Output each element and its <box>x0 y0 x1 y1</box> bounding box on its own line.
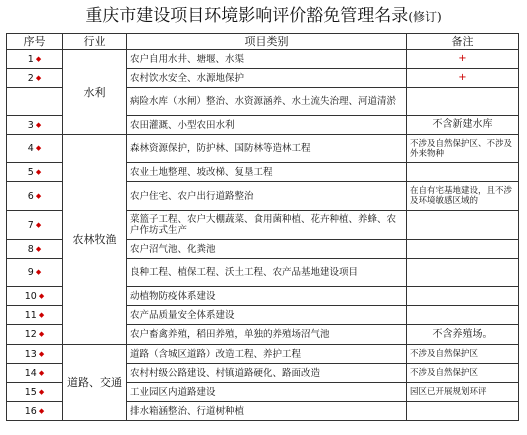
note-cell: 不含养殖场。 <box>407 325 519 345</box>
row-marker-icon: ◆ <box>35 268 42 276</box>
row-number: 3 ◆ <box>7 116 63 135</box>
row-marker-icon: ◆ <box>35 191 42 200</box>
industry-road: 道路、交通 <box>63 345 127 421</box>
exemption-table <box>6 33 519 421</box>
category-cell: 农村饮水安全、水源地保护 <box>127 69 407 88</box>
category-cell: 良种工程、植保工程、沃土工程、农产品基地建设项目 <box>127 259 407 287</box>
category-cell: 菜篮子工程、农户大棚蔬菜、食用菌种植、花卉种植、养蜂、农户作坊式生产 <box>127 211 407 240</box>
header-no: 序号 <box>7 34 63 50</box>
row-marker-icon: ◆ <box>38 349 45 358</box>
row-marker-icon: ◆ <box>38 291 45 300</box>
row-number: 1 ◆ <box>7 50 63 69</box>
row-number: 12 ◆ <box>7 325 63 345</box>
category-cell: 农户自用水井、塘堰、水渠 <box>127 50 407 69</box>
category-cell: 道路（含城区道路）改造工程、养护工程 <box>127 345 407 364</box>
row-number: 2 ◆ <box>7 69 63 88</box>
note-cell: 不涉及自然保护区 <box>407 345 519 364</box>
row-number: 7 ◆ <box>7 211 63 240</box>
row-marker-icon: ◆ <box>38 330 45 338</box>
category-cell: 农产品质量安全体系建设 <box>127 306 407 325</box>
title-main: 重庆市建设项目环境影响评价豁免管理名录 <box>85 6 409 26</box>
row-number: 15 ◆ <box>7 383 63 402</box>
note-cell: 园区已开展规划环评 <box>407 383 519 402</box>
row-number: 9 ◆ <box>7 259 63 287</box>
header-note: 备注 <box>407 34 519 50</box>
row-marker-icon: ◆ <box>35 120 42 129</box>
row-marker-icon: ◆ <box>38 387 45 396</box>
note-cell <box>407 259 519 287</box>
category-cell: 病险水库（水闸）整治、水资源涵养、水土流失治理、河道清淤 <box>127 88 407 116</box>
note-cell: 不涉及自然保护区 <box>407 364 519 383</box>
category-cell: 排水箱涵整治、行道树种植 <box>127 402 407 421</box>
row-marker-icon: ◆ <box>38 368 45 377</box>
note-cell: 不含新建水库 <box>407 116 519 135</box>
industry-water: 水利 <box>63 50 127 135</box>
row-number: 4 ◆ <box>7 135 63 163</box>
note-cell: + <box>407 50 519 69</box>
row-marker-icon: ◆ <box>38 310 45 319</box>
note-cell <box>407 163 519 182</box>
category-cell: 农业土地整理、坡改梯、复垦工程 <box>127 163 407 182</box>
row-number: 8 ◆ <box>7 240 63 259</box>
header-category: 项目类别 <box>127 34 407 50</box>
row-marker-icon: ◆ <box>35 220 42 229</box>
document-title <box>0 3 527 29</box>
row-marker-icon: ◆ <box>38 406 45 415</box>
title-suffix: (修订) <box>408 10 442 24</box>
note-cell <box>407 211 519 240</box>
row-number: 16 ◆ <box>7 402 63 421</box>
note-cell <box>407 306 519 325</box>
table-row <box>7 50 519 69</box>
note-cell <box>407 88 519 116</box>
note-cell <box>407 402 519 421</box>
category-cell: 农户畜禽养殖，稻田养殖，单独的养殖场沼气池 <box>127 325 407 345</box>
category-cell: 动植物防疫体系建设 <box>127 287 407 306</box>
row-marker-icon: ◆ <box>35 73 42 82</box>
row-marker-icon: ◆ <box>35 144 42 152</box>
table-row <box>7 345 519 364</box>
note-cell <box>407 240 519 259</box>
table-row <box>7 135 519 163</box>
row-number: 6 ◆ <box>7 182 63 211</box>
category-cell: 农田灌溉、小型农田水利 <box>127 116 407 135</box>
category-cell: 工业园区内道路建设 <box>127 383 407 402</box>
note-cell: 在自有宅基地建设，且不涉及环境敏感区域的 <box>407 182 519 211</box>
category-cell: 农村村级公路建设、村镇道路硬化、路面改造 <box>127 364 407 383</box>
row-number: 5 ◆ <box>7 163 63 182</box>
category-cell: 农户住宅、农户出行道路整治 <box>127 182 407 211</box>
category-cell: 农户沼气池、化粪池 <box>127 240 407 259</box>
row-marker-icon: ◆ <box>35 167 42 176</box>
note-cell <box>407 287 519 306</box>
row-marker-icon: ◆ <box>35 54 42 63</box>
category-cell: 森林资源保护，防护林、国防林等造林工程 <box>127 135 407 163</box>
row-number <box>7 88 63 116</box>
row-number: 13 ◆ <box>7 345 63 364</box>
note-cell: 不涉及自然保护区、不涉及外来物种 <box>407 135 519 163</box>
note-cell: + <box>407 69 519 88</box>
industry-agri: 农林牧渔 <box>63 135 127 345</box>
row-number: 14 ◆ <box>7 364 63 383</box>
row-number: 10 ◆ <box>7 287 63 306</box>
row-marker-icon: ◆ <box>35 244 42 253</box>
header-industry: 行业 <box>63 34 127 50</box>
row-number: 11 ◆ <box>7 306 63 325</box>
header-row <box>7 34 519 50</box>
